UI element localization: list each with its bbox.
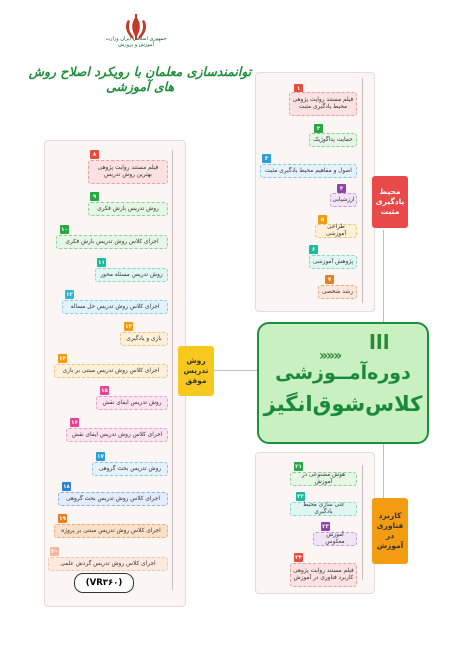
item-number: ۱۱: [98, 259, 105, 266]
item-box[interactable]: اجرای کلاس روش تدریس بارش فکری: [56, 235, 168, 249]
item-box[interactable]: روش تدریس بحث گروهی: [92, 462, 168, 476]
item-number: ۱۶: [71, 419, 78, 426]
connector-line: [362, 78, 363, 303]
center-title-line2: کلاس‌شوق‌انگیز: [263, 392, 423, 416]
category-methods[interactable]: روش تدریس موفق: [178, 346, 214, 396]
connector-line: [383, 440, 384, 498]
item-box[interactable]: غنی سازی محیط یادگیری: [290, 502, 357, 516]
item-box[interactable]: ارزشیابی: [330, 193, 357, 207]
item-box[interactable]: حمایت پداگوژیک: [309, 133, 357, 147]
item-number: ۷: [325, 275, 334, 284]
category-tech[interactable]: کاربرد فناوری در آموزش: [372, 498, 408, 564]
item-box[interactable]: فیلم مستند روایت پژوهی کاربرد فناوری در آموزش: [290, 563, 357, 587]
item-box[interactable]: اجرای کلاس روش تدریس مبتنی بر بازی: [54, 364, 168, 378]
item-box[interactable]: رشد شخصی: [318, 285, 357, 299]
item-number: ۶: [309, 245, 318, 254]
item-number: ۱۸: [63, 483, 70, 490]
item-box[interactable]: طراحی آموزشی: [315, 224, 357, 238]
item-number: ۲۳: [322, 523, 329, 530]
item-box[interactable]: آموزش معکوس: [313, 532, 357, 546]
item-box[interactable]: هوش مصنوعی در آموزش: [290, 472, 357, 486]
center-title-line1: دوره‌آمــوزشی: [275, 362, 411, 384]
vr360-label: (VR۳۶۰): [74, 573, 134, 593]
item-number: ۹: [90, 192, 99, 201]
item-number: ۱۰: [61, 226, 68, 233]
item-number: ۲۱: [295, 463, 302, 470]
item-box[interactable]: روش تدریس مسئله محور: [95, 268, 168, 282]
item-box[interactable]: بازی و یادگیری: [120, 332, 168, 346]
item-box[interactable]: روش تدریس بارش فکری: [88, 202, 168, 216]
item-number: ۱۹: [59, 515, 66, 522]
item-box[interactable]: اصول و مفاهیم محیط یادگیری مثبت: [260, 164, 357, 178]
item-box[interactable]: روش تدریس ایفای نقش: [96, 396, 168, 410]
item-box[interactable]: فیلم مستند روایت پژوهی بهترین روش تدریس: [88, 160, 168, 184]
connector-line: [214, 370, 257, 371]
item-number: ۸: [90, 150, 99, 159]
connector-line: [383, 230, 384, 322]
ministry-label: جمهوری اسلامی ایران وزارت آموزش و پرورش: [105, 36, 167, 48]
item-number: ۱: [294, 84, 303, 93]
connector-line: [362, 465, 363, 580]
item-number: ۲: [314, 124, 323, 133]
item-number: ۲۰: [51, 548, 58, 555]
item-box[interactable]: اجرای کلاس روش تدریس حل مساله: [62, 300, 168, 314]
item-box[interactable]: پژوهش آموزشی: [309, 255, 357, 269]
item-box[interactable]: اجرای کلاس روش تدریس بحث گروهی: [58, 492, 168, 506]
item-number: ۴: [337, 184, 346, 193]
decor-marks: ﺍﺍﺍ: [369, 330, 390, 354]
item-box[interactable]: اجرای کلاس روش تدریس ایفای نقش: [66, 428, 168, 442]
item-number: ۲۲: [297, 493, 304, 500]
item-number: ۱۷: [97, 453, 104, 460]
item-number: ۱۳: [125, 323, 132, 330]
headline: توانمندسازی معلمان با رویکرد اصلاح روش های آموزشی: [28, 64, 252, 94]
item-number: ۱۲: [66, 291, 73, 298]
decor-marks: «««: [319, 348, 341, 364]
item-number: ۱۵: [101, 387, 108, 394]
category-positive-env[interactable]: محیط یادگیری مثبت: [372, 176, 408, 228]
item-number: ۲۴: [295, 554, 302, 561]
item-number: ۵: [318, 215, 327, 224]
item-box[interactable]: اجرای کلاس روش تدریس مبتنی بر پروژه: [54, 524, 168, 538]
item-box[interactable]: اجرای کلاس روش تدریس گردش علمی: [48, 557, 168, 571]
item-box[interactable]: فیلم مستند روایت پژوهی محیط یادگیری مثبت: [289, 92, 357, 116]
center-course-card: [257, 322, 429, 444]
item-number: ۳: [262, 154, 271, 163]
connector-line: [172, 150, 173, 590]
item-number: ۱۴: [59, 355, 66, 362]
